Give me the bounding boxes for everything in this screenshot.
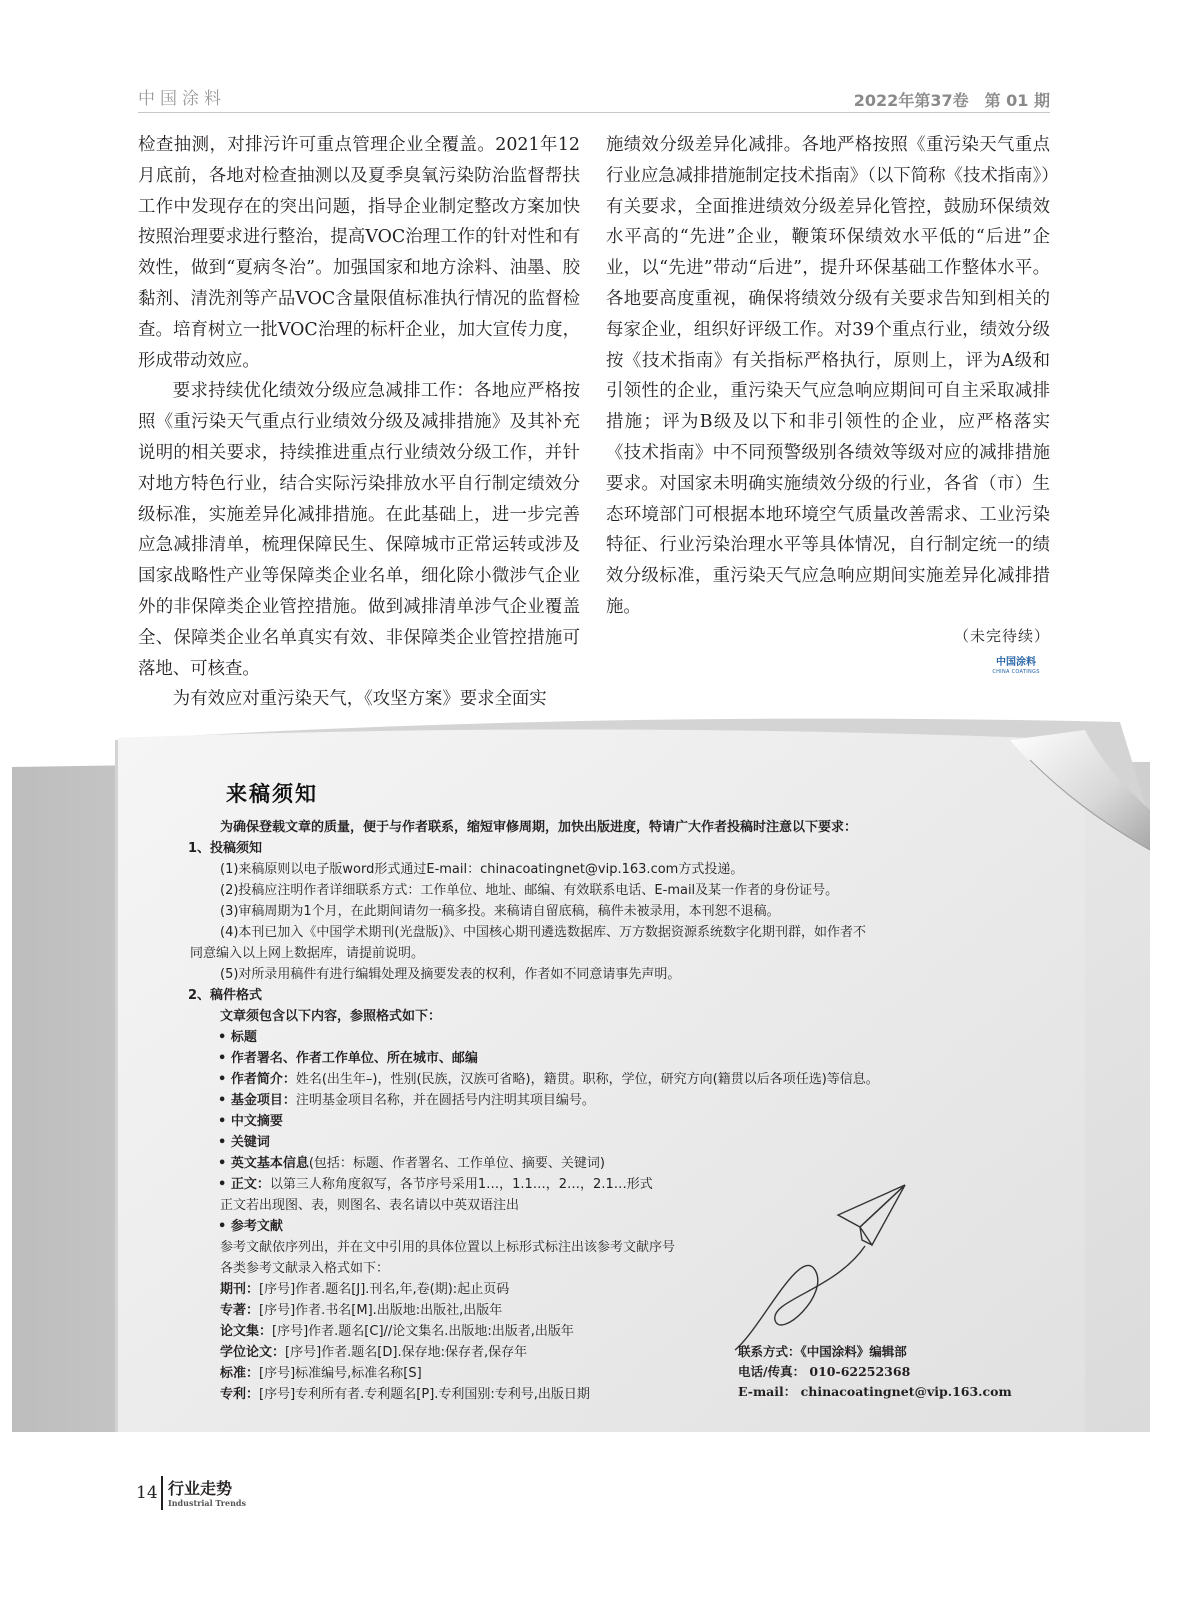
- running-header: [138, 84, 1050, 114]
- article-right-column: [606, 130, 1050, 623]
- list-item: [218, 1050, 478, 1068]
- ref-text: [序号]作者.题名[C]//论文集名.出版地:出版者,出版年: [272, 1324, 574, 1339]
- notice-body: [0, 700, 1187, 1450]
- bullet-text: 注明基金项目名称，并在圆括号内注明其项目编号。: [295, 1093, 595, 1108]
- ref-format: [220, 1344, 527, 1362]
- contact-phone: 电话/传真： 010-62252368: [738, 1364, 911, 1379]
- logo-zh: 中国涂料: [996, 657, 1036, 668]
- list-item: [218, 1176, 653, 1194]
- ref-label: 论文集：: [220, 1324, 273, 1339]
- footer-divider: [161, 1476, 163, 1510]
- ref-text: [序号]作者.题名[D].保存地:保存者,保存年: [285, 1345, 528, 1360]
- list-item: [218, 1029, 257, 1047]
- to-be-continued: （未完待续）: [953, 627, 1050, 645]
- ref-label: 专利：: [220, 1387, 260, 1402]
- section-title: 1、投稿须知: [188, 841, 263, 856]
- ref-text: [序号]专利所有者.专利题名[P].专利国别:专利号,出版日期: [259, 1387, 590, 1402]
- bullet-label: • 作者署名、作者工作单位、所在城市、邮编: [218, 1051, 478, 1066]
- paragraph: 施绩效分级差异化减排。各地严格按照《重污染天气重点行业应急减排措施制定技术指南》（以下简称《技术指南》）有关要求，全面推进绩效分级差异化管控，鼓励环保绩效水平高的“先进”企业，鞭策环保绩效水平低的“后进”企业，以“先进”带动“后进”，提升环保基础工作整体水平。各地要高度重视，确保将绩效分级有关要求告知到相关的每家企业，组织好评级工作。对39个重点行业，绩效分级按《技术指南》有关指标严格执行，原则上，评为A级和引领性的企业，重污染天气应急响应期间可自主采取减排措施；评为B级及以下和非引领性的企业，应严格落实《技术指南》中不同预警级别各绩效等级对应的减排措施要求。对国家未明确实施绩效分级的行业，各省（市）生态环境部门可根据本地环境空气质量改善需求、工业污染特征、行业污染治理水平等具体情况，自行制定统一的绩效分级标准，重污染天气应急响应期间实施差异化减排措施。: [606, 135, 1050, 617]
- notice-title: 来稿须知: [226, 782, 318, 806]
- submission-notice: [0, 700, 1187, 1450]
- issue-info: 2022年第37卷 第 01 期: [853, 91, 1050, 110]
- list-item: (3)审稿周期为1个月，在此期间请勿一稿多投。来稿请自留底稿，稿件未被录用，本刊恕不退稿。: [220, 904, 780, 919]
- ref-label: 学位论文：: [220, 1345, 286, 1360]
- ref-format: [220, 1302, 502, 1320]
- header-divider: [138, 112, 1050, 113]
- list-item: 同意编入以上网上数据库，请提前说明。: [190, 946, 425, 961]
- bullet-label: • 作者简介：: [218, 1072, 296, 1087]
- refs-label: • 参考文献: [218, 1219, 283, 1234]
- paragraph: 检查抽测，对排污许可重点管理企业全覆盖。2021年12月底前，各地对检查抽测以及夏季臭氧污染防治监督帮扶工作中发现存在的突出问题，指导企业制定整改方案加快按照治理要求进行整治，提高VOC治理工作的针对性和有效性，做到“夏病冬治”。加强国家和地方涂料、油墨、胶黏剂、清洗剂等产品VOC含量限值标准执行情况的监督检查。培育树立一批VOC治理的标杆企业，加大宣传力度，形成带动效应。: [138, 135, 580, 371]
- bullet-label: • 基金项目：: [218, 1093, 296, 1108]
- list-item: [218, 1134, 270, 1152]
- notice-intro: 为确保登载文章的质量，便于与作者联系，缩短审修周期，加快出版进度，特请广大作者投稿时注意以下要求：: [220, 820, 858, 835]
- ref-label: 标准：: [220, 1366, 260, 1381]
- list-item: (2)投稿应注明作者详细联系方式：工作单位、地址、邮编、有效联系电话、E-mail及某一作者的身份证号。: [220, 883, 839, 898]
- bullet-text: (包括：标题、作者署名、工作单位、摘要、关键词): [308, 1156, 605, 1171]
- refs-line: 各类参考文献录入格式如下：: [220, 1261, 390, 1276]
- list-item: [218, 1155, 605, 1173]
- list-item: [218, 1092, 595, 1110]
- section-name-en: Industrial Trends: [168, 1498, 247, 1508]
- paragraph: 要求持续优化绩效分级应急减排工作：各地应严格按照《重污染天气重点行业绩效分级及减排措施》及其补充说明的相关要求，持续推进重点行业绩效分级工作，并针对地方特色行业，结合实际污染排放水平自行制定绩效分级标准，实施差异化减排措施。在此基础上，进一步完善应急减排清单，梳理保障民生、保障城市正常运转或涉及国家战略性产业等保障类企业名单，细化除小微涉气企业外的非保障类企业管控措施。做到减排清单涉气企业覆盖全、保障类企业名单真实有效、非保障类企业管控措施可落地、可核查。: [138, 381, 580, 679]
- paragraph: 为有效应对重污染天气，《攻坚方案》要求全面实: [172, 689, 547, 710]
- bullet-label: • 英文基本信息: [218, 1156, 309, 1171]
- bullet-label: • 中文摘要: [218, 1114, 283, 1129]
- list-item: (4)本刊已加入《中国学术期刊(光盘版)》、中国核心期刊遴选数据库、万方数据资源系统数字化期刊群，如作者不: [220, 925, 867, 940]
- bullet-label: • 正文：: [218, 1177, 270, 1192]
- ref-format: [220, 1281, 509, 1299]
- ref-label: 专著：: [220, 1303, 260, 1318]
- list-item: (1)来稿原则以电子版word形式通过E-mail：chinacoatingnet@vip.163.com方式投递。: [220, 862, 744, 877]
- ref-text: [序号]标准编号,标准名称[S]: [259, 1366, 422, 1381]
- list-item: [218, 1113, 283, 1131]
- refs-line: 参考文献依序列出，并在文中引用的具体位置以上标形式标注出该参考文献序号: [220, 1240, 676, 1255]
- article-left-column: [138, 130, 580, 715]
- ref-format: [220, 1365, 422, 1383]
- contact-email: E-mail： chinacoatingnet@vip.163.com: [738, 1384, 1012, 1399]
- logo-en: CHINA COATINGS: [992, 669, 1040, 675]
- bullet-text: 姓名(出生年–)，性别(民族，汉族可省略)，籍贯。职称，学位，研究方向(籍贯以后各项任选)等信息。: [295, 1072, 879, 1087]
- section-name: 行业走势: [168, 1479, 233, 1498]
- journal-logo: [985, 657, 1047, 676]
- section-title: 2、稿件格式: [188, 988, 263, 1003]
- contact-office: 联系方式：《中国涂料》编辑部: [738, 1344, 907, 1359]
- figure-note: 正文若出现图、表，则图名、表名请以中英双语注出: [220, 1198, 520, 1213]
- bullet-label: • 标题: [218, 1030, 257, 1045]
- format-intro: 文章须包含以下内容，参照格式如下：: [220, 1009, 442, 1024]
- list-item: (5)对所录用稿件有进行编辑处理及摘要发表的权利，作者如不同意请事先声明。: [220, 967, 681, 982]
- bullet-text: 以第三人称角度叙写，各节序号采用1…，1.1…，2…，2.1…形式: [269, 1177, 653, 1192]
- journal-name: 中国涂料: [138, 89, 226, 109]
- ref-text: [序号]作者.题名[J].刊名,年,卷(期):起止页码: [259, 1282, 510, 1297]
- page-number: 14: [136, 1483, 158, 1503]
- ref-text: [序号]作者.书名[M].出版地:出版社,出版年: [259, 1303, 503, 1318]
- list-item: [218, 1071, 879, 1089]
- ref-format: [220, 1386, 590, 1404]
- bullet-label: • 关键词: [218, 1135, 270, 1150]
- ref-label: 期刊：: [220, 1282, 260, 1297]
- ref-format: [220, 1323, 574, 1341]
